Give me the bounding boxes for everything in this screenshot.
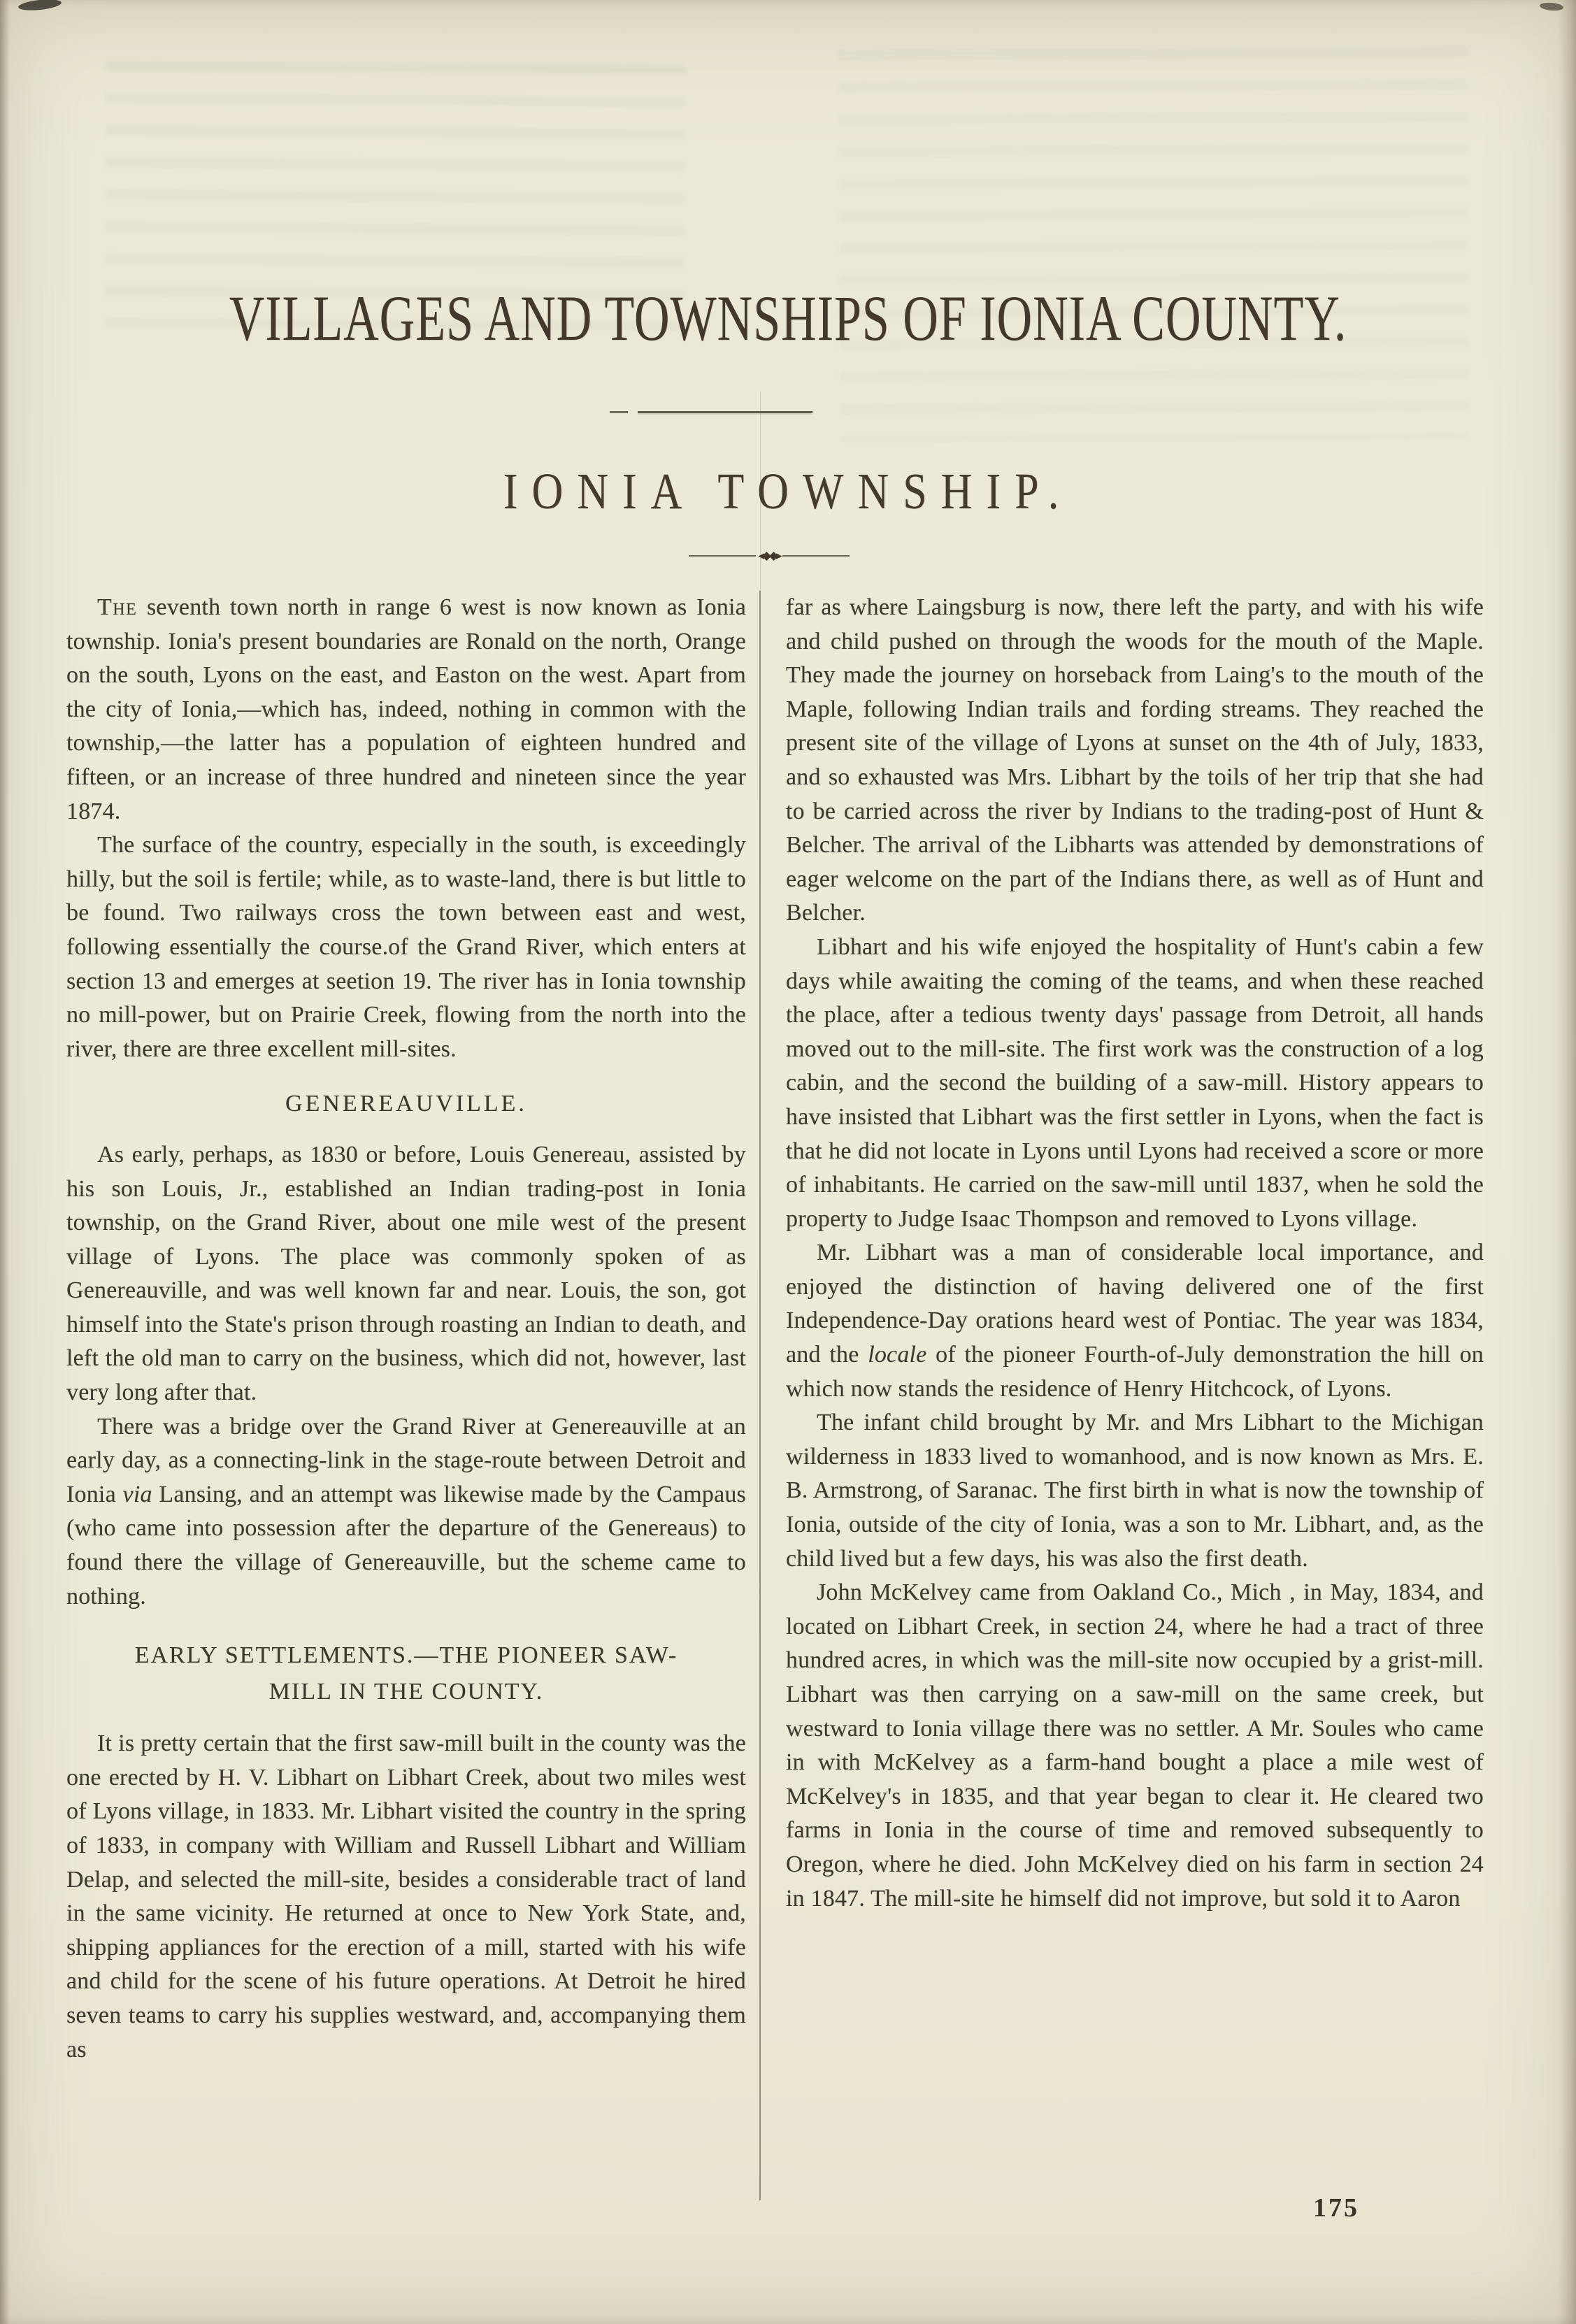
page-title: VILLAGES AND TOWNSHIPS OF IONIA COUNTY. (229, 283, 1347, 354)
paragraph: Libhart and his wife enjoyed the hospitality of Hunt's cabin a few days while awaiting the coming of the teams, and when these reached the place, after a tedious twenty days' passage from Detroit, all hands moved out to the mill-site. The first work was the construction of a log cabin, and the second the building of a saw-mill. History appears to have insisted that Libhart was the first settler in Lyons, when the fact is that he did not locate in Lyons until Lyons had received a score or more of inhabitants. He carried on the saw-mill until 1837, when he sold the property to Judge Isaac Thompson and removed to Lyons village. (786, 933, 1484, 1232)
paragraph-text: seventh town north in range 6 west is now known as Ionia township. Ionia's present boundaries are Ronald on the north, Orange on the south, Lyons on the east, and Easton on the west. Apart from the city of Ionia,—which has, indeed, nothing in common with the township,—the latter has a population of eighteen hundred and fifteen, or an increase of three hundred and nineteen since the year 1874. (66, 594, 746, 824)
column-divider-rule (759, 591, 761, 2200)
paragraph (66, 591, 746, 829)
paragraph: As early, perhaps, as 1830 or before, Louis Genereau, assisted by his son Louis, Jr., established an Indian trading-post in Ionia township, on the Grand River, about one mile west of the present village of Lyons. The place was commonly spoken of as Genereauville, and was well known far and near. Louis, the son, got himself into the State's prison through roasting an Indian to death, and left the old man to carry on the business, which did not, however, last very long after that. (66, 1141, 746, 1406)
paragraph: The infant child brought by Mr. and Mrs Libhart to the Michigan wilderness in 1833 lived to womanhood, and is now known as Mrs. E. B. Armstrong, of Saranac. The first birth in what is now the township of Ionia, outside of the city of Ionia, was a son to Mr. Libhart, and, as the child lived but a few days, his was also the first death. (786, 1410, 1484, 1572)
scan-speck-top-left (17, 0, 62, 12)
paragraph-continuation: far as where Laingsburg is now, there left the party, and with his wife and child pushed on through the woods for the mouth of the Maple. They made the journey on horseback from Laing's to the mouth of the Maple, following Indian trails and fording streams. They reached the present site of the village of Lyons at sunset on the 4th of July, 1833, and so exhausted was Mrs. Libhart by the toils of her trip that she had to be carried across the river by Indians to the trading-post of Hunt & Belcher. The arrival of the Libharts was attended by demonstrations of eager welcome on the part of the Indians there, as well as of Hunt and Belcher. (786, 594, 1484, 926)
section-heading-genereauville: GENEREAUVILLE. (285, 1091, 527, 1117)
divider-dash (610, 411, 628, 413)
paragraph: John McKelvey came from Oakland Co., Mich , in May, 1834, and located on Libhart Creek, in section 24, where he had a tract of three hundred acres, in which was the mill-site now occupied by a grist-mill. Libhart was then carrying on a saw-mill on the same creek, but westward to Ionia village there was no settler. A Mr. Soules who came in with McKelvey as a farm-hand bought a place a mile west of McKelvey's in 1835, and that year began to clear it. He cleared two farms in Ionia in the course of time and removed subsequently to Oregon, where he died. John McKelvey died on his farm in section 24 in 1847. The mill-site he himself did not improve, but sold it to Aaron (786, 1579, 1484, 1911)
ink-showthrough-artifact (838, 48, 1470, 443)
ornament-line-left (689, 555, 756, 557)
ornament-divider (654, 549, 884, 562)
heading-line-1: EARLY SETTLEMENTS.—THE PIONEER SAW- (134, 1642, 678, 1669)
paragraph: It is pretty certain that the first saw-mill built in the county was the one erected by H. V. Libhart on Libhart Creek, about two miles west of Lyons village, in 1833. Mr. Libhart visited the country in the spring of 1833, in company with William and Russell Libhart and William Delap, and selected the mill-site, besides a considerable tract of land in the same vicinity. He returned at once to New York State, and, shipping appliances for the erection of a mill, started with his wife and child for the scene of his future operations. At Detroit he hired seven teams to carry his supplies westward, and, accompanying them as (66, 1730, 746, 2063)
page-number: 175 (1313, 2193, 1359, 2223)
ornament-line-right (782, 555, 850, 557)
paragraph: The surface of the country, especially in the south, is exceedingly hilly, but the soil is fertile; while, as to waste-land, there is but little to be found. Two railways cross the town between east and west, following essentially the course.of the Grand River, which enters at section 13 and emerges at seetion 19. The river has in Ionia township no mill-power, but on Prairie Creek, flowing from the north into the river, there are three excellent mill-sites. (66, 832, 746, 1062)
left-column (66, 591, 746, 2067)
column-fold-line (760, 392, 761, 591)
paragraph: There was a bridge over the Grand River at Genereauville at an early day, as a connecting-link in the stage-route between Detroit and Ionia via Lansing, and an attempt was likewise made by the Campaus (who came into possession after the departure of the Genereaus) to found there the village of Genereauville, but the scheme came to nothing. (66, 1413, 746, 1609)
right-column (786, 591, 1484, 1916)
diamond-ornament-icon: ◂◆◆▸ (758, 549, 780, 562)
section-title: IONIA TOWNSHIP. (503, 464, 1073, 520)
section-heading-early-settlements (66, 1637, 746, 1710)
divider-line (638, 411, 812, 413)
paragraph: Mr. Libhart was a man of considerable local importance, and enjoyed the distinction of having delivered one of the first Independence-Day orations heard west of Pontiac. The year was 1834, and the locale of the pioneer Fourth-of-July demonstration the hill on which now stands the residence of Henry Hitchcock, of Lyons. (786, 1240, 1484, 1402)
heading-line-2: MILL IN THE COUNTY. (268, 1679, 544, 1705)
lead-word: The (97, 594, 138, 620)
title-divider (610, 411, 840, 413)
